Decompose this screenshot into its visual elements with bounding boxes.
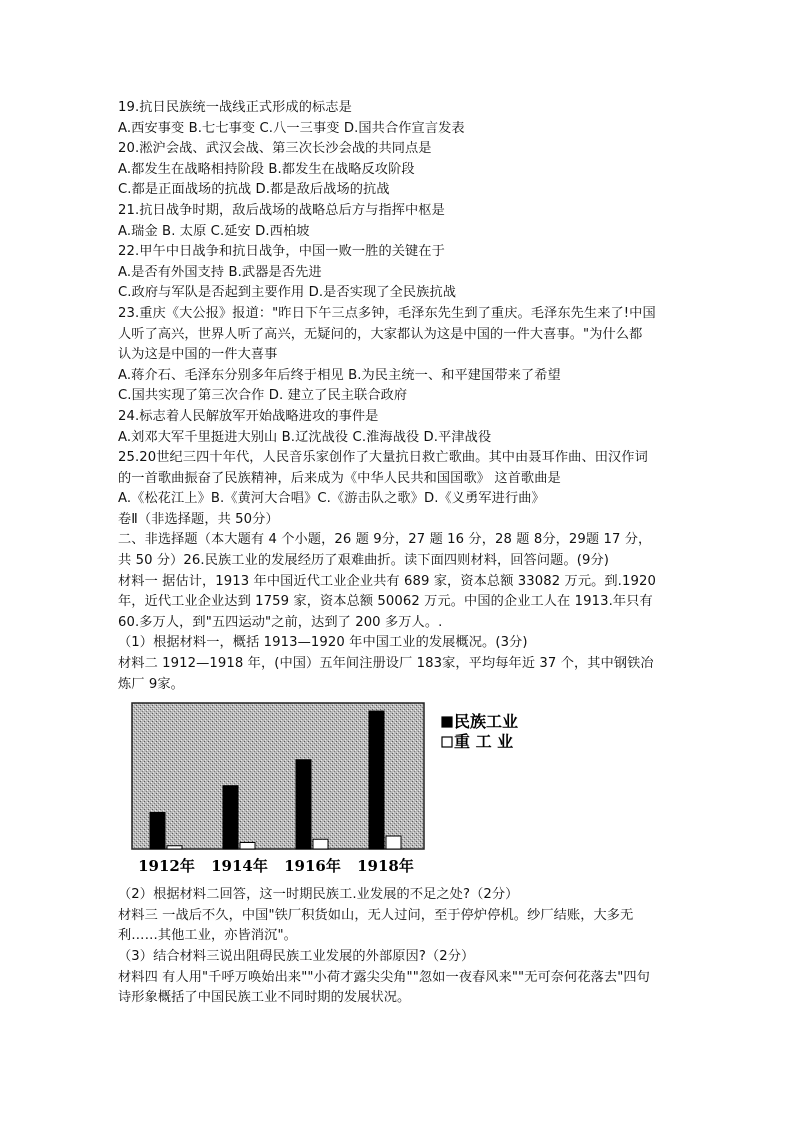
text-line: A.是否有外国支持 B.武器是否先进 xyxy=(118,264,322,280)
legend-label: 重 工 业 xyxy=(454,732,514,752)
text-line: 炼厂 9家。 xyxy=(118,676,184,692)
text-line: 23.重庆《大公报》报道："昨日下午三点多钟，毛泽东先生到了重庆。毛泽东先生来了!中国 xyxy=(118,305,656,321)
text-line: 认为这是中国的一件大喜事 xyxy=(118,347,278,363)
text-line: A.都发生在战略相持阶段 B.都发生在战略反攻阶段 xyxy=(118,161,415,177)
text-line: 24.标志着人民解放军开始战略进攻的事件是 xyxy=(118,408,379,424)
bar-heavy-industry-1 xyxy=(240,843,255,849)
text-line: 利……其他工业，亦皆消沉"。 xyxy=(118,928,297,944)
text-line: 共 50 分）26.民族工业的发展经历了艰难曲折。读下面四则材料，回答问题。(9分) xyxy=(118,553,610,569)
text-line: 诗形象概括了中国民族工业不同时期的发展状况。 xyxy=(118,990,411,1006)
text-line: 材料一 据估计，1913 年中国近代工业企业共有 689 家，资本总额 33082 万元。到.1920 xyxy=(118,573,656,589)
text-line: 材料二 1912—1918 年，(中国）五年间注册设厂 183家，平均每年近 37 个，其中钢铁冶 xyxy=(118,656,654,672)
text-line: 的一首歌曲振奋了民族精神，后来成为《中华人民共和国国歌》 这首歌曲是 xyxy=(118,470,561,486)
exam-page xyxy=(118,98,688,1009)
text-line: 二、非选择题（本大题有 4 个小题，26 题 9分，27 题 16 分，28 题 8分，29题 17 分， xyxy=(118,532,652,548)
legend-swatch xyxy=(442,737,452,747)
text-line: 材料三 一战后不久，中国"铁厂积货如山，无人过问，至于停炉停机。纱厂结账，大多无 xyxy=(118,907,634,923)
bar-national-industry-3 xyxy=(369,711,384,849)
legend-swatch xyxy=(442,717,452,727)
text-line: （1）根据材料一，概括 1913—1920 年中国工业的发展概况。(3分) xyxy=(118,635,528,651)
chart-svg xyxy=(128,701,548,883)
bar-national-industry-2 xyxy=(296,760,311,849)
text-line: 25.20世纪三四十年代，人民音乐家创作了大量抗日救亡歌曲。其中由聂耳作曲、田汉作词 xyxy=(118,450,648,466)
legend-label: 民族工业 xyxy=(454,712,519,732)
text-line: 22.甲午中日战争和抗日战争，中国一败一胜的关键在于 xyxy=(118,244,445,260)
text-line: A.刘邓大军千里挺进大别山 B.辽沈战役 C.淮海战役 D.平津战役 xyxy=(118,429,492,445)
text-line: 60.多万人，到"五四运动"之前，达到了 200 多万人。. xyxy=(118,614,443,630)
text-line: A.蒋介石、毛泽东分别多年后终于相见 B.为民主统一、和平建国带来了希望 xyxy=(118,367,561,383)
x-tick-label: 1914年 xyxy=(211,857,268,876)
text-line: A.西安事变 B.七七事变 C.八一三事变 D.国共合作宣言发表 xyxy=(118,120,465,136)
text-line: 材料四 有人用"千呼万唤始出来""小荷才露尖尖角""忽如一夜春风来""无可奈何花落去"四句 xyxy=(118,969,650,985)
text-line: 19.抗日民族统一战线正式形成的标志是 xyxy=(118,100,352,115)
text-line: A.瑞金 B. 太原 C.延安 D.西柏坡 xyxy=(118,223,310,239)
questions-section-1 xyxy=(118,98,688,695)
bar-national-industry-0 xyxy=(150,813,165,850)
text-line: 20.淞沪会战、武汉会战、第三次长沙会战的共同点是 xyxy=(118,141,432,157)
industry-bar-chart xyxy=(128,701,548,883)
questions-section-2 xyxy=(118,885,688,1009)
x-tick-label: 1912年 xyxy=(138,857,195,876)
text-line: 卷Ⅱ（非选择题，共 50分） xyxy=(118,511,279,527)
text-line: 21.抗日战争时期，敌后战场的战略总后方与指挥中枢是 xyxy=(118,202,445,218)
x-tick-label: 1918年 xyxy=(357,857,414,876)
text-line: （3）结合材料三说出阻碍民族工业发展的外部原因?（2分） xyxy=(118,949,475,964)
bar-heavy-industry-2 xyxy=(313,839,328,849)
text-line: C.国共实现了第三次合作 D. 建立了民主联合政府 xyxy=(118,388,408,404)
text-line: 年，近代工业企业达到 1759 家，资本总额 50062 万元。中国的企业工人在 1913.年只有 xyxy=(118,594,653,610)
bar-heavy-industry-0 xyxy=(167,846,182,849)
text-line: C.都是正面战场的抗战 D.都是敌后战场的抗战 xyxy=(118,182,390,198)
text-line: C.政府与军队是否起到主要作用 D.是否实现了全民族抗战 xyxy=(118,285,457,301)
bar-heavy-industry-3 xyxy=(386,836,401,849)
bar-national-industry-1 xyxy=(223,786,238,849)
x-tick-label: 1916年 xyxy=(284,857,341,876)
text-line: 人听了高兴，世界人听了高兴，无疑问的，大家都认为这是中国的一件大喜事。"为什么都 xyxy=(118,326,643,342)
text-line: A.《松花江上》B.《黄河大合唱》C.《游击队之歌》D.《义勇军进行曲》 xyxy=(118,491,545,507)
text-line: （2）根据材料二回答，这一时期民族工.业发展的不足之处?（2分） xyxy=(118,887,519,903)
